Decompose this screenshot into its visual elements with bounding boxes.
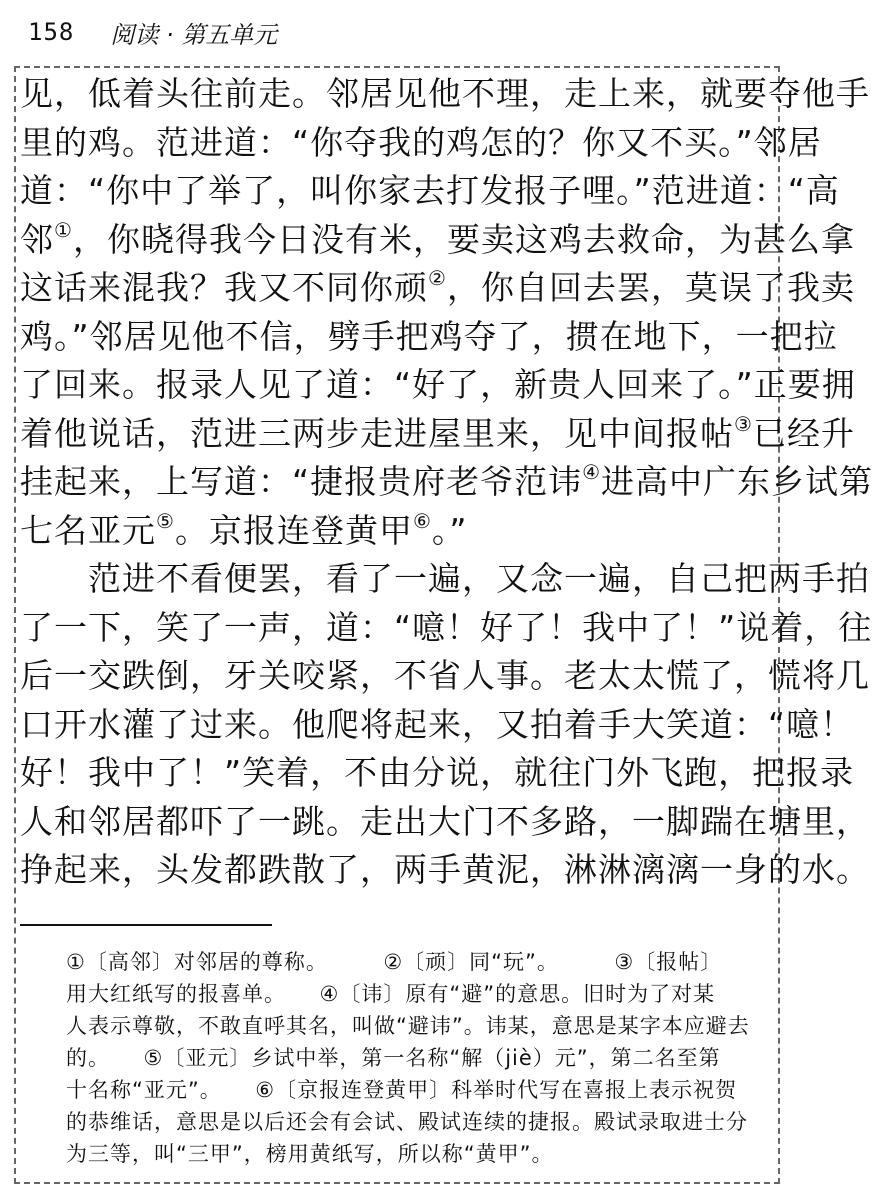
section-title: 阅读 · 第五单元 bbox=[110, 20, 278, 49]
text-line: 里的鸡。范进道：“你夺我的鸡怎的？你又不买。”邻居 bbox=[20, 122, 822, 162]
footnote-divider bbox=[20, 924, 272, 926]
text-line: 挂起来，上写道：“捷报贵府老爷范讳④进高中广东乡试第 bbox=[20, 460, 873, 501]
text-line: 好！我中了！”笑着，不由分说，就往门外飞跑，把报录 bbox=[20, 753, 855, 792]
text-line: 鸡。”邻居见他不信，劈手把鸡夺了，掼在地下，一把拉 bbox=[20, 316, 838, 356]
text-line: 人和邻居都吓了一跳。走出大门不多路，一脚踹在塘里， bbox=[20, 801, 870, 841]
main-text bbox=[20, 70, 873, 895]
text-line: 这话来混我？我又不同你顽②，你自回去罢，莫误了我卖 bbox=[20, 266, 855, 307]
text-line: 七名亚元⑤。京报连登黄甲⑥。” bbox=[20, 508, 468, 550]
footnote-marker: ⑤ bbox=[156, 508, 175, 533]
text-line: 见，低着头往前走。邻居见他不理，走上来，就要夺他手 bbox=[20, 74, 870, 113]
footnote-marker: ① bbox=[54, 217, 73, 242]
footnote-line: 用大红纸写的报喜单。 ④〔讳〕原有“避”的意思。旧时为了对某 bbox=[66, 982, 716, 1006]
text-line: 邻①，你晓得我今日没有米，要卖这鸡去救命，为甚么拿 bbox=[20, 217, 855, 259]
footnote-line: 为三等，叫“三甲”，榜用黄纸写，所以称“黄甲”。 bbox=[66, 1142, 554, 1166]
text-line: 着他说话，范进三两步走进屋里来，见中间报帖③已经升 bbox=[20, 411, 855, 453]
footnote-line: 十名称“亚元”。 ⑥〔京报连登黄甲〕科举时代写在喜报上表示祝贺 bbox=[66, 1078, 738, 1102]
text-line: 了回来。报录人见了道：“好了，新贵人回来了。”正要拥 bbox=[20, 365, 856, 404]
page-number: 158 bbox=[28, 18, 75, 46]
text-line: 了一下，笑了一声，道：“噫！好了！我中了！”说着，往 bbox=[20, 607, 873, 647]
footnote-marker: ② bbox=[428, 266, 447, 290]
footnote-line: 的。 ⑤〔亚元〕乡试中举，第一名称“解（jiè）元”，第二名至第 bbox=[66, 1046, 721, 1070]
text-line: 口开水灌了过来。他爬将起来，又拍着手大笑道：“噫！ bbox=[20, 704, 855, 744]
footnotes bbox=[66, 946, 774, 1170]
footnote-line: ①〔高邻〕对邻居的尊称。 ②〔顽〕同“玩”。 ③〔报帖〕 bbox=[66, 950, 723, 974]
text-line: 后一交跌倒，牙关咬紧，不省人事。老太太慌了，慌将几 bbox=[20, 656, 870, 695]
footnote-line: 的恭维话，意思是以后还会有会试、殿试连续的捷报。殿试录取进士分 bbox=[66, 1110, 748, 1134]
footnote-line: 人表示尊敬，不敢直呼其名，叫做“避讳”。讳某，意思是某字本应避去 bbox=[66, 1014, 750, 1038]
footnote-marker: ③ bbox=[734, 411, 753, 436]
text-line: 挣起来，头发都跌散了，两手黄泥，淋淋漓漓一身的水。 bbox=[20, 850, 870, 889]
page-header bbox=[28, 12, 788, 52]
footnote-marker: ④ bbox=[582, 460, 602, 484]
text-line: 范进不看便罢，看了一遍，又念一遍，自己把两手拍 bbox=[20, 559, 870, 598]
text-line: 道：“你中了举了，叫你家去打发报子哩。”范进道：“高 bbox=[20, 171, 840, 210]
footnote-marker: ⑥ bbox=[412, 508, 432, 533]
